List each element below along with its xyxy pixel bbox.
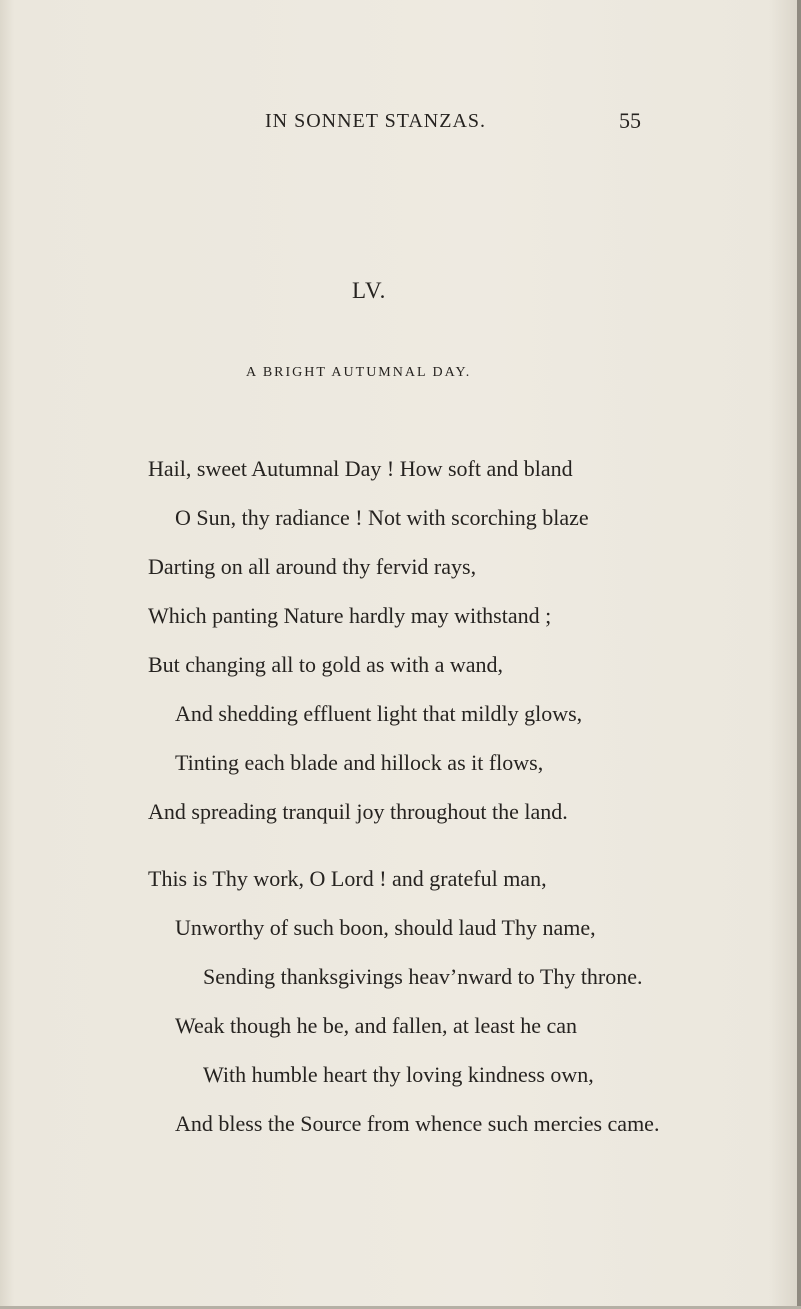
page-number: 55 xyxy=(619,108,641,133)
verse-line: And shedding effluent light that mildly glows, xyxy=(175,701,583,726)
verse-line: Sending thanksgivings heav’nward to Thy throne. xyxy=(203,964,643,989)
verse-line: And bless the Source from whence such mercies came. xyxy=(175,1111,660,1136)
verse-line: This is Thy work, O Lord ! and grateful man, xyxy=(148,866,547,891)
verse-line: Tinting each blade and hillock as it flows, xyxy=(175,750,544,775)
sonnet-number: LV. xyxy=(352,278,387,303)
page-edge xyxy=(797,0,801,1309)
verse-line: With humble heart thy loving kindness own, xyxy=(203,1062,594,1087)
verse-line: O Sun, thy radiance ! Not with scorching blaze xyxy=(175,505,589,530)
verse-line: Darting on all around thy fervid rays, xyxy=(148,554,477,579)
sonnet-title: A BRIGHT AUTUMNAL DAY. xyxy=(246,365,472,380)
verse-line: Which panting Nature hardly may withstand ; xyxy=(148,603,552,628)
verse-line: Weak though he be, and fallen, at least he can xyxy=(175,1013,578,1038)
running-head: IN SONNET STANZAS. xyxy=(265,110,487,132)
verse-line: Unworthy of such boon, should laud Thy name, xyxy=(175,915,596,940)
verse-line: And spreading tranquil joy throughout the land. xyxy=(148,799,568,824)
verse-line: Hail, sweet Autumnal Day ! How soft and bland xyxy=(148,456,573,481)
verse-line: But changing all to gold as with a wand, xyxy=(148,652,503,677)
